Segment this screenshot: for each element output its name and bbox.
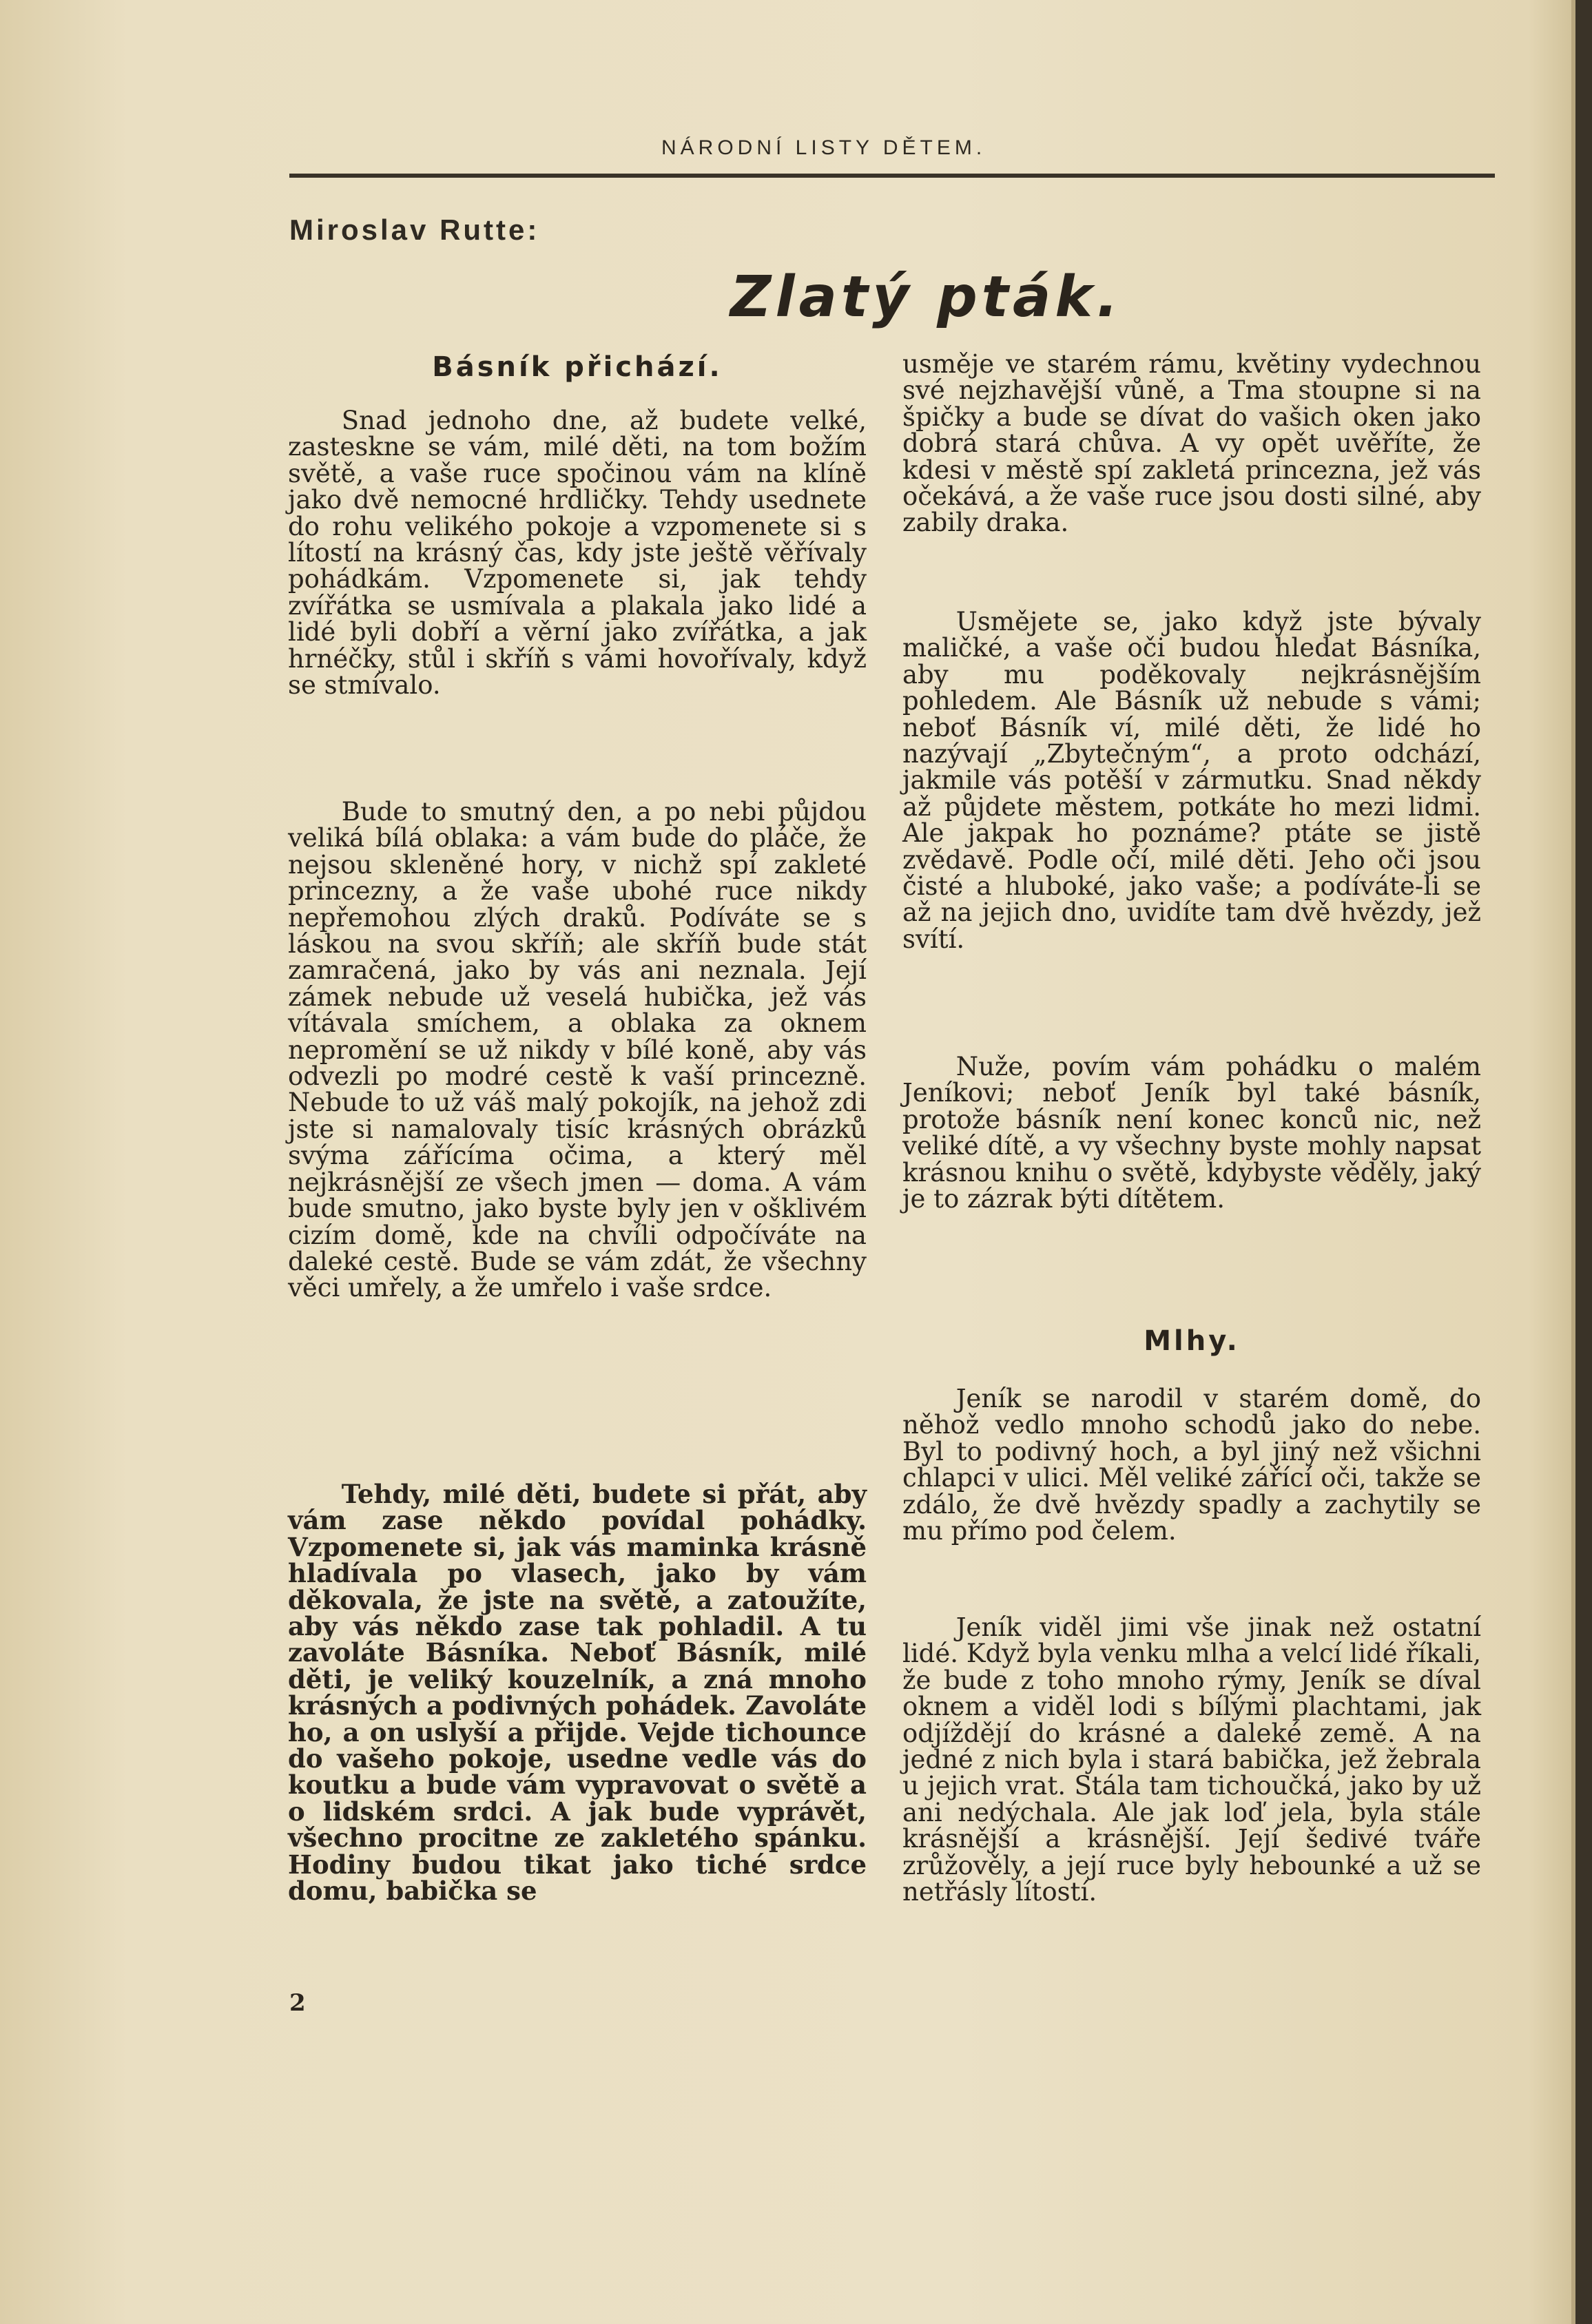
paragraph-1 xyxy=(288,406,867,701)
section-heading-mlhy: Mlhy. xyxy=(1144,1325,1240,1357)
paragraph-text: Tehdy, milé děti, budete si přát, aby vám zase někdo povídal pohádky. Vzpomenete si, jak vás maminka krásně hladívala po vlasech, jako by vám děkovala, že jste na světě, a zatoužíte, aby vás někdo zase tak pohladil. A tu zavoláte Básníka. Neboť Básník, milé děti, je veliký kouzelník, a zná mnoho krásných a podivných pohádek. Zavoláte ho, a on uslyší a přijde. Vejde tichounce do vašeho pokoje, usedne vedle vás do koutku a bude vám vypravovat o světě a o lidském srdci. A jak bude vyprávět, všechno procitne ze zakletého spánku. Hodiny budou tikat jako tiché srdce domu, babička se xyxy=(288,1479,867,1907)
paragraph-text: Jeník viděl jimi vše jinak než ostatní lidé. Když byla venku mlha a velcí lidé říkali, že bude z toho mnoho rýmy, Jeník se díval oknem a viděl lodi s bílými plachtami, jak odjíždějí do krásné a daleké země. A na jedné z nich byla i stará babička, jež žebrala u jejich vrat. Stála tam tichoučká, jako by už ani nedýchala. Ale jak loď jela, byla stále krásnější a krásnější. Její šedivé tváře zrůžověly, a její ruce byly hebounké a už se netřásly lítostí. xyxy=(902,1612,1481,1907)
paragraph-text: Usmějete se, jako když jste bývaly maličké, a vaše oči budou hledat Básníka, aby mu poděkovaly nejkrásnějším pohledem. Ale Básník už nebude s vámi; neboť Básník ví, milé děti, že lidé ho nazývají „Zbytečným“, a proto odchází, jakmile vás potěší v zármutku. Snad někdy až půjdete městem, potkáte ho mezi lidmi. Ale jakpak ho poznáme? ptáte se jistě zvědavě. Podle očí, milé děti. Jeho oči jsou čisté a hluboké, jako vaše; a podíváte-li se až na jejich dno, uvidíte tam dvě hvězdy, jež svítí. xyxy=(902,607,1481,954)
article-title: Zlatý pták. xyxy=(730,264,1123,330)
page-number: 2 xyxy=(289,1989,306,2017)
author-name: Miroslav Rutte: xyxy=(289,214,540,246)
paragraph-8 xyxy=(902,1612,1481,1907)
binding-edge xyxy=(1575,0,1592,2324)
paragraph-text: Jeník se narodil v starém domě, do něhož vedlo mnoho schodů jako do nebe. Byl to podivný hoch, a byl jiný než všichni chlapci v ulici. Měl veliké zářící oči, takže se zdálo, že dvě hvězdy spadly a zachytily se mu přímo pod čelem. xyxy=(902,1384,1481,1546)
paragraph-text: usměje ve starém rámu, květiny vydechnou své nejzhavější vůně, a Tma stoupne si na špičky a bude se dívat do vašich oken jako dobrá stará chůva. A vy opět uvěříte, že kdesi v městě spí zakletá princezna, jež vás očekává, a že vaše ruce jsou dosti silné, aby zabily draka. xyxy=(902,349,1481,538)
paragraph-5 xyxy=(902,609,1481,953)
paragraph-text: Snad jednoho dne, až budete velké, zasteskne se vám, milé děti, na tom božím světě, a vaše ruce spočinou vám na klíně jako dvě nemocné hrdličky. Tehdy usednete do rohu velikého pokoje a vzpomenete si s lítostí na krásný čas, kdy jste ještě věřívaly pohádkám. Vzpomenete si, jak tehdy zvířátka se usmívala a plakala jako lidé a lidé byli dobří a věrní jako zvířátka, a jak hrnéčky, stůl i skříň s vámi hovořívaly, když se stmívalo. xyxy=(288,406,867,701)
header-rule xyxy=(289,174,1495,178)
section-heading-basnik: Básník přichází. xyxy=(432,351,723,383)
paragraph-2 xyxy=(288,799,867,1302)
paragraph-text: Nuže, povím vám pohádku o malém Jeníkovi; neboť Jeník byl také básník, protože básník není konec konců nic, než veliké dítě, a vy všechny byste mohly napsat krásnou knihu o světě, kdybyste věděly, jaký je to zázrak býti dítětem. xyxy=(902,1052,1481,1214)
paragraph-6 xyxy=(902,1054,1481,1212)
paragraph-7 xyxy=(902,1386,1481,1544)
paragraph-text: Bude to smutný den, a po nebi půjdou veliká bílá oblaka: a vám bude do pláče, že nejsou skleněné hory, v nichž spí zakleté princezny, a že vaše ubohé ruce nikdy nepřemohou zlých draků. Podíváte se s láskou na svou skříň; ale skříň bude stát zamračená, jako by vás ani neznala. Její zámek nebude už veselá hubička, jež vás vítávala smíchem, a oblaka za oknem nepromění se už nikdy v bílé koně, aby vás odvezli po modré cestě k vaší princezně. Nebude to už váš malý pokojík, na jehož zdi jste si namalovaly tisíc krásných obrázků svýma zářícíma očima, a který měl nejkrásnější ze všech jmen — doma. A vám bude smutno, jako byste byly jen v ošklivém cizím domě, kde na chvíli odpočíváte na daleké cestě. Bude se vám zdát, že všechny věci umřely, a že umřelo i vaše srdce. xyxy=(288,797,867,1303)
paragraph-3 xyxy=(288,1481,867,1905)
paragraph-4 xyxy=(902,351,1481,537)
masthead: NÁRODNÍ LISTY DĚTEM. xyxy=(661,136,986,159)
